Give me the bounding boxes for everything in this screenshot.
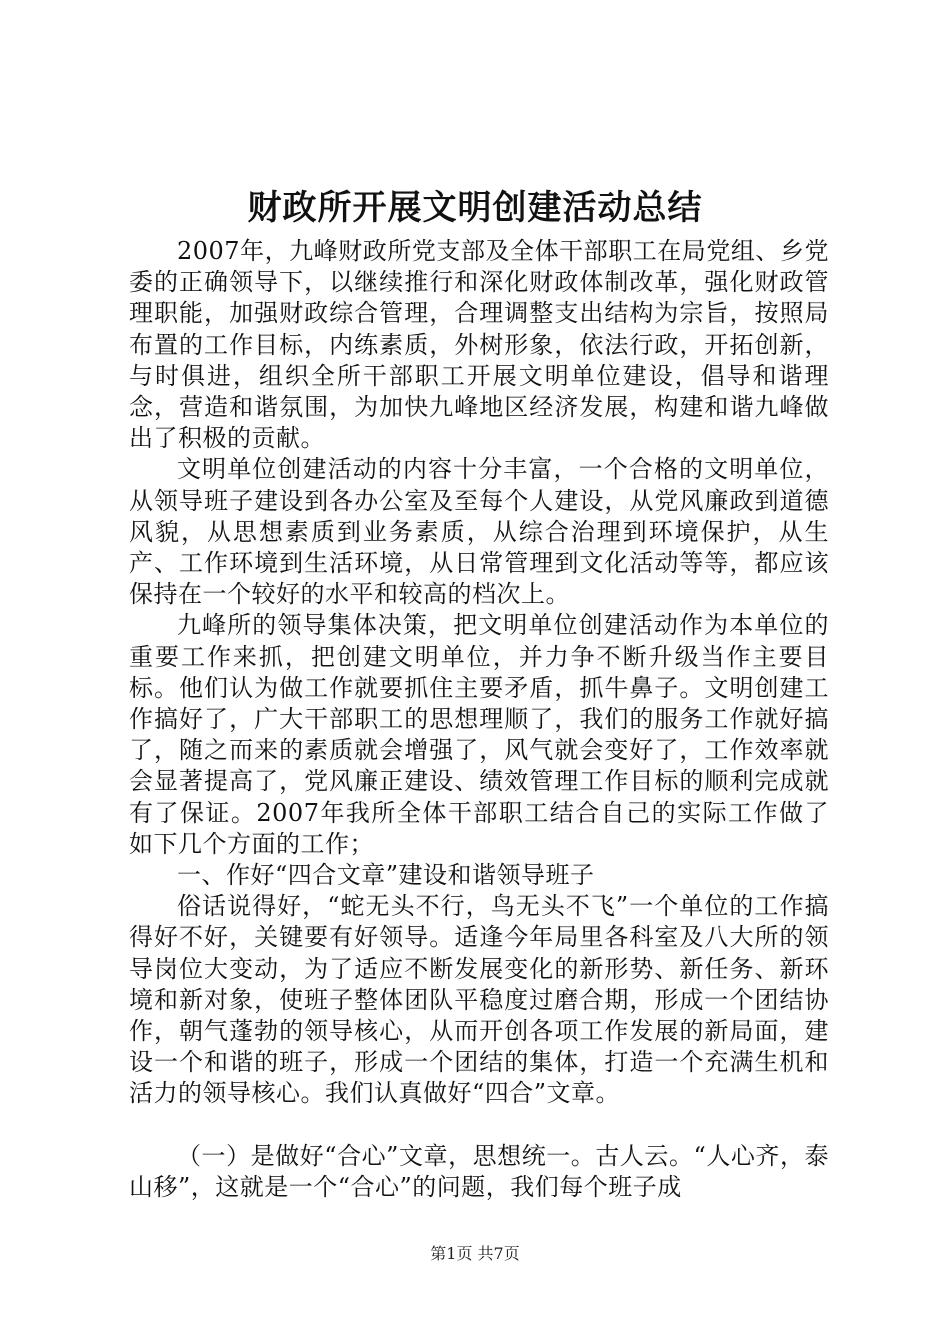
document-title: 财政所开展文明创建活动总结 [247, 188, 703, 228]
paragraph-content: 文明单位创建活动的内容十分丰富，一个合格的文明单位，从领导班子建设到各办公室及至每个人建设，从党风廉政到道德风貌，从思想素质到业务素质，从综合治理到环境保护，从生产、工作环境到生活环境，从日常管理到文化活动等等，都应该保持在一个较好的水平和较高的档次上。 [129, 455, 829, 609]
paragraph-intro: 2007年，九峰财政所党支部及全体干部职工在局党组、乡党委的正确领导下，以继续推行和深化财政体制改革，强化财政管理职能，加强财政综合管理，合理调整支出结构为宗旨，按照局布置的工作目标，内练素质，外树形象，依法行政，开拓创新，与时俱进，组织全所干部职工开展文明单位建设，倡导和谐理念，营造和谐氛围，为加快九峰地区经济发展，构建和谐九峰做出了积极的贡献。 [129, 237, 829, 453]
paragraph-spacer [129, 1110, 829, 1141]
document-body [129, 236, 829, 1203]
paragraph-section: 俗话说得好，“蛇无头不行，鸟无头不飞”一个单位的工作搞得好不好，关键要有好领导。适逢今年局里各科室及八大所的领导岗位大变动，为了适应不断发展变化的新形势、新任务、新环境和新对象，使班子整体团队平稳度过磨合期，形成一个团结协作，朝气蓬勃的领导核心，从而开创各项工作发展的新局面，建设一个和谐的班子，形成一个团结的集体，打造一个充满生机和活力的领导核心。我们认真做好“四合”文章。 [129, 892, 829, 1108]
paragraph-subsection: （一）是做好“合心”文章，思想统一。古人云。“人心齐，泰山移”，这就是一个“合心”的问题，我们每个班子成 [129, 1141, 829, 1201]
section-heading: 一、作好“四合文章”建设和谐领导班子 [177, 861, 595, 890]
page-footer: 第1页 共7页 [430, 1244, 520, 1263]
paragraph-leadership: 九峰所的领导集体决策，把文明单位创建活动作为本单位的重要工作来抓，把创建文明单位，并力争不断升级当作主要目标。他们认为做工作就要抓住主要矛盾，抓牛鼻子。文明创建工作搞好了，广大干部职工的思想理顺了，我们的服务工作就好搞了，随之而来的素质就会增强了，风气就会变好了，工作效率就会显著提高了，党风廉正建设、绩效管理工作目标的顺利完成就有了保证。2007年我所全体干部职工结合自己的实际工作做了如下几个方面的工作； [129, 611, 829, 858]
